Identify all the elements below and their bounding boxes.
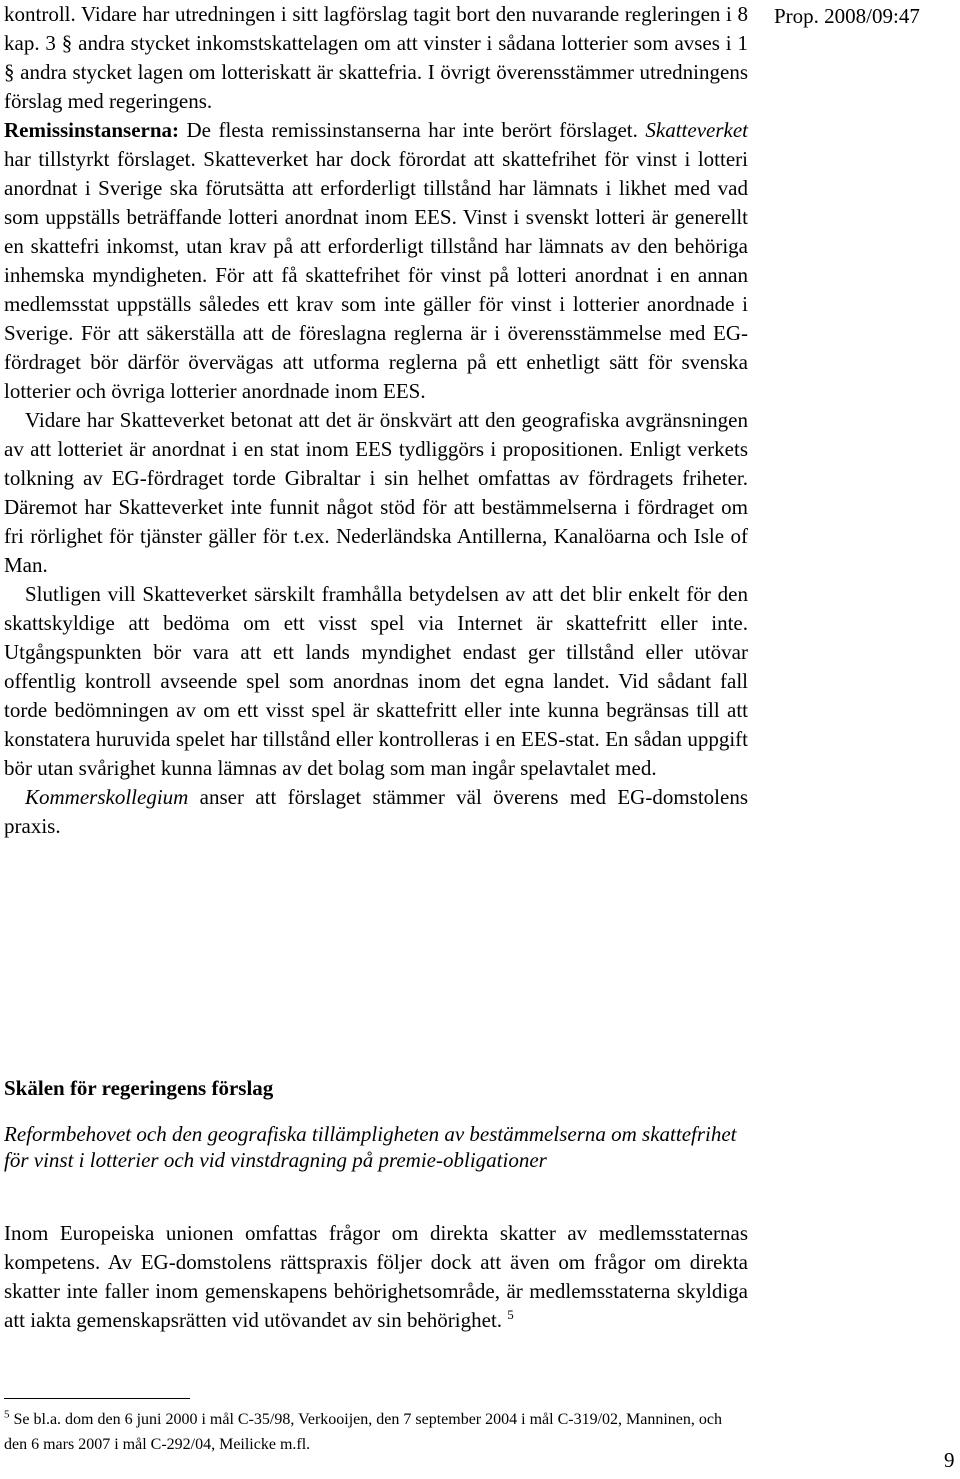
section-heading: Skälen för regeringens förslag	[4, 1076, 274, 1100]
footnote-divider	[4, 1398, 190, 1399]
paragraph-utredningen: kontroll. Vidare har utredningen i sitt lagförslag tagit bort den nuvarande regleringen i 8 kap. 3 § andra stycket inkomstskattelagen om att vinster i sådana lotterier som avses i 1 § andra stycket lagen om lotteriskatt är skattefria. I övrigt överensstämmer utredningens förslag med regeringens.	[4, 2, 748, 113]
eu-paragraph-text: Inom Europeiska unionen omfattas frågor om direkta skatter av medlemsstaternas kompetens. Av EG-domstolens rättspraxis följer dock att även om frågor om direkta skatter inte faller inom gemenskapens behörighetsområde, är medlemsstaterna skyldiga att iakta gemenskapsrätten vid utövandet av sin behörighet.	[4, 1221, 748, 1332]
paragraph-slutligen: Slutligen vill Skatteverket särskilt framhålla betydelsen av att det blir enkelt för den skattskyldige att bedöma om ett visst spel via Internet är skattefritt eller inte. Utgångspunkten bör vara att ett lands myndighet endast ger tillstånd eller utövar offentlig kontroll avseende spel som anordnas inom det egna landet. Vid sådant fall torde bedömningen av om ett visst spel är skattefritt eller inte kunna begränsas till att konstatera huruvida spelet har tillstånd eller kontrolleras i en EES-stat. En sådan uppgift bör utan svårighet kunna lämnas av det bolag som man ingår spelavtalet med.	[4, 582, 748, 780]
main-text	[4, 0, 748, 841]
paragraph-geografisk-avgransning: Vidare har Skatteverket betonat att det är önskvärt att den geografiska avgränsningen av att lotteriet är anordnat i en stat inom EES tydliggörs i propositionen. Enligt verkets tolkning av EG-fördraget torde Gibraltar i sin helhet omfattas av fördragets friheter. Däremot har Skatteverket inte funnit något stöd för att bestämmelserna i fördraget om fri rörlighet för tjänster gäller för t.ex. Nederländska Antillerna, Kanalöarna och Isle of Man.	[4, 408, 748, 577]
skatteverket-italic: Skatteverket	[645, 118, 748, 142]
footnote-number: 5	[4, 1408, 10, 1421]
footnote-text: Se bl.a. dom den 6 juni 2000 i mål C-35/98, Verkooijen, den 7 september 2004 i mål C-319/02, Manninen, och den 6 mars 2007 i mål C-292/04, Meilicke m.fl.	[4, 1411, 722, 1453]
kommerskollegium-text: anser att förslaget stämmer väl överens med EG-domstolens praxis.	[4, 785, 748, 838]
paragraph-kommerskollegium	[4, 783, 748, 841]
kommerskollegium-italic: Kommerskollegium	[25, 785, 189, 809]
footnote-reference[interactable]: 5	[507, 1307, 514, 1322]
footnote	[4, 1407, 748, 1457]
section-subheading: Reformbehovet och den geografiska tillämpligheten av bestämmelserna om skattefrihet för vinst i lotterier och vid vinstdragning på premie-obligationer	[4, 1122, 737, 1172]
remissinstanserna-lead: Remissinstanserna:	[4, 118, 180, 142]
page-number: 9	[944, 1448, 955, 1472]
paragraph-remissinstanserna	[4, 116, 748, 406]
proposition-reference: Prop. 2008/09:47	[774, 4, 920, 28]
remissinstanserna-text-2: har tillstyrkt förslaget. Skatteverket har dock förordat att skattefrihet för vinst i lotteri anordnat i Sverige ska förutsätta att erforderligt tillstånd har lämnats i likhet med vad som uppställs beträffande lotteri anordnat inom EES. Vinst i svenskt lotteri är generellt en skattefri inkomst, utan krav på att erforderligt tillstånd har lämnats av den behöriga inhemska myndigheten. För att få skattefrihet för vinst på lotteri anordnat i en annan medlemsstat uppställs således ett krav som inte gäller för vinst i lotterier anordnade i Sverige. För att säkerställa att de föreslagna reglerna är i överensstämmelse med EG-fördraget bör därför övervägas att utforma reglerna på ett enhetligt sätt för svenska lotterier och övriga lotterier anordnade inom EES.	[4, 147, 748, 403]
remissinstanserna-text-1: De flesta remissinstanserna har inte berört förslaget.	[179, 118, 646, 142]
paragraph-europeiska-unionen	[4, 1219, 748, 1335]
